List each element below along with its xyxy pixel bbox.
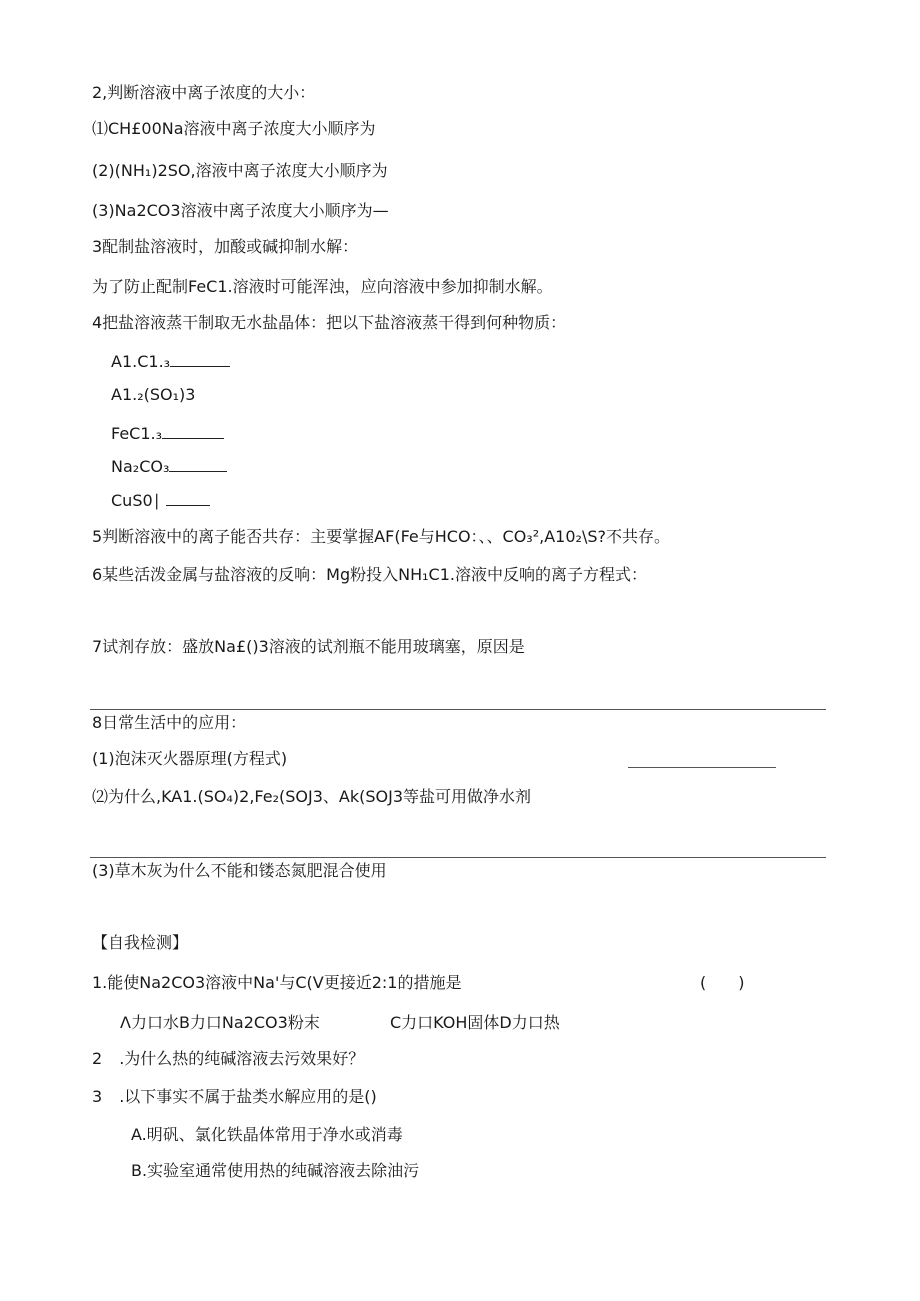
question-2-1: ⑴CH£00Na溶液中离子浓度大小顺序为	[92, 119, 376, 138]
question-2-3: (3)Na2CO3溶液中离子浓度大小顺序为—	[92, 201, 389, 220]
salt-item-alcl3	[111, 351, 230, 373]
question-3-1: 为了防止配制FeC1.溶液时可能浑浊，应向溶液中参加抑制水解。	[92, 277, 553, 296]
question-text: .以下事实不属于盐类水解应用的是()	[119, 1087, 377, 1106]
check-question-1-options-cd: C力口KOH固体D力口热	[390, 1013, 560, 1032]
salt-formula: A1.C1.₃	[111, 352, 171, 371]
answer-line[interactable]	[90, 709, 826, 710]
section-2-heading: 2,判断溶液中离子浓度的大小：	[92, 83, 316, 102]
check-question-1-options-ab: Λ力口水B力口Na2CO3粉末	[120, 1013, 320, 1032]
salt-formula: FeC1.₃	[111, 424, 163, 443]
section-8-heading: 8日常生活中的应用：	[92, 713, 247, 732]
self-check-heading: 【自我检测】	[92, 933, 189, 952]
salt-formula: Na₂CO₃	[111, 457, 170, 476]
answer-blank[interactable]	[162, 424, 224, 439]
salt-item-fecl3	[111, 423, 224, 445]
answer-blank[interactable]	[170, 352, 230, 367]
salt-formula: A1.₂(SO₁)3	[111, 385, 196, 404]
section-6-heading: 6某些活泼金属与盐溶液的反响：Mg粉投入NH₁C1.溶液中反响的离子方程式：	[92, 565, 647, 584]
salt-item-al2so4	[111, 384, 195, 406]
question-8-3: (3)草木灰为什么不能和镂态氮肥混合使用	[92, 861, 387, 880]
check-question-2	[92, 1048, 364, 1070]
section-7-heading: 7试剂存放：盛放Na£()3溶液的试剂瓶不能用玻璃塞，原因是	[92, 637, 525, 656]
check-question-1: 1.能使Na2CO3溶液中Na'与C(V更接近2:1的措施是	[92, 973, 462, 992]
salt-item-cuso4	[111, 490, 210, 512]
check-question-3-option-a: A.明矾、氯化铁晶体常用于净水或消毒	[131, 1125, 403, 1144]
answer-parentheses[interactable]: ( )	[700, 973, 745, 992]
question-text: .为什么热的纯碱溶液去污效果好？	[119, 1049, 365, 1068]
salt-formula: CuS0∣	[111, 491, 161, 510]
question-number: 3	[92, 1087, 103, 1106]
answer-line[interactable]	[628, 767, 776, 768]
check-question-3	[92, 1086, 377, 1108]
question-2-2: (2)(NH₁)2SO,溶液中离子浓度大小顺序为	[92, 161, 388, 180]
answer-blank[interactable]	[166, 491, 210, 506]
section-3-heading: 3配制盐溶液时，加酸或碱抑制水解：	[92, 237, 359, 256]
section-4-heading: 4把盐溶液蒸干制取无水盐晶体：把以下盐溶液蒸干得到何种物质：	[92, 313, 567, 332]
question-8-1: (1)泡沫灭火器原理(方程式)	[92, 749, 288, 768]
answer-blank[interactable]	[169, 457, 227, 472]
question-8-2: ⑵为什么,KA1.(SO₄)2,Fe₂(SOJ3、Ak(SOJ3等盐可用做净水剂	[92, 787, 532, 806]
salt-item-na2co3	[111, 456, 227, 478]
answer-line[interactable]	[90, 857, 826, 858]
check-question-3-option-b: B.实验室通常使用热的纯碱溶液去除油污	[131, 1161, 420, 1180]
question-number: 2	[92, 1049, 103, 1068]
section-5-heading: 5判断溶液中的离子能否共存：主要掌握AF(Fe与HCO：、、CO₃²,A10₂\S?不共存。	[92, 527, 670, 546]
